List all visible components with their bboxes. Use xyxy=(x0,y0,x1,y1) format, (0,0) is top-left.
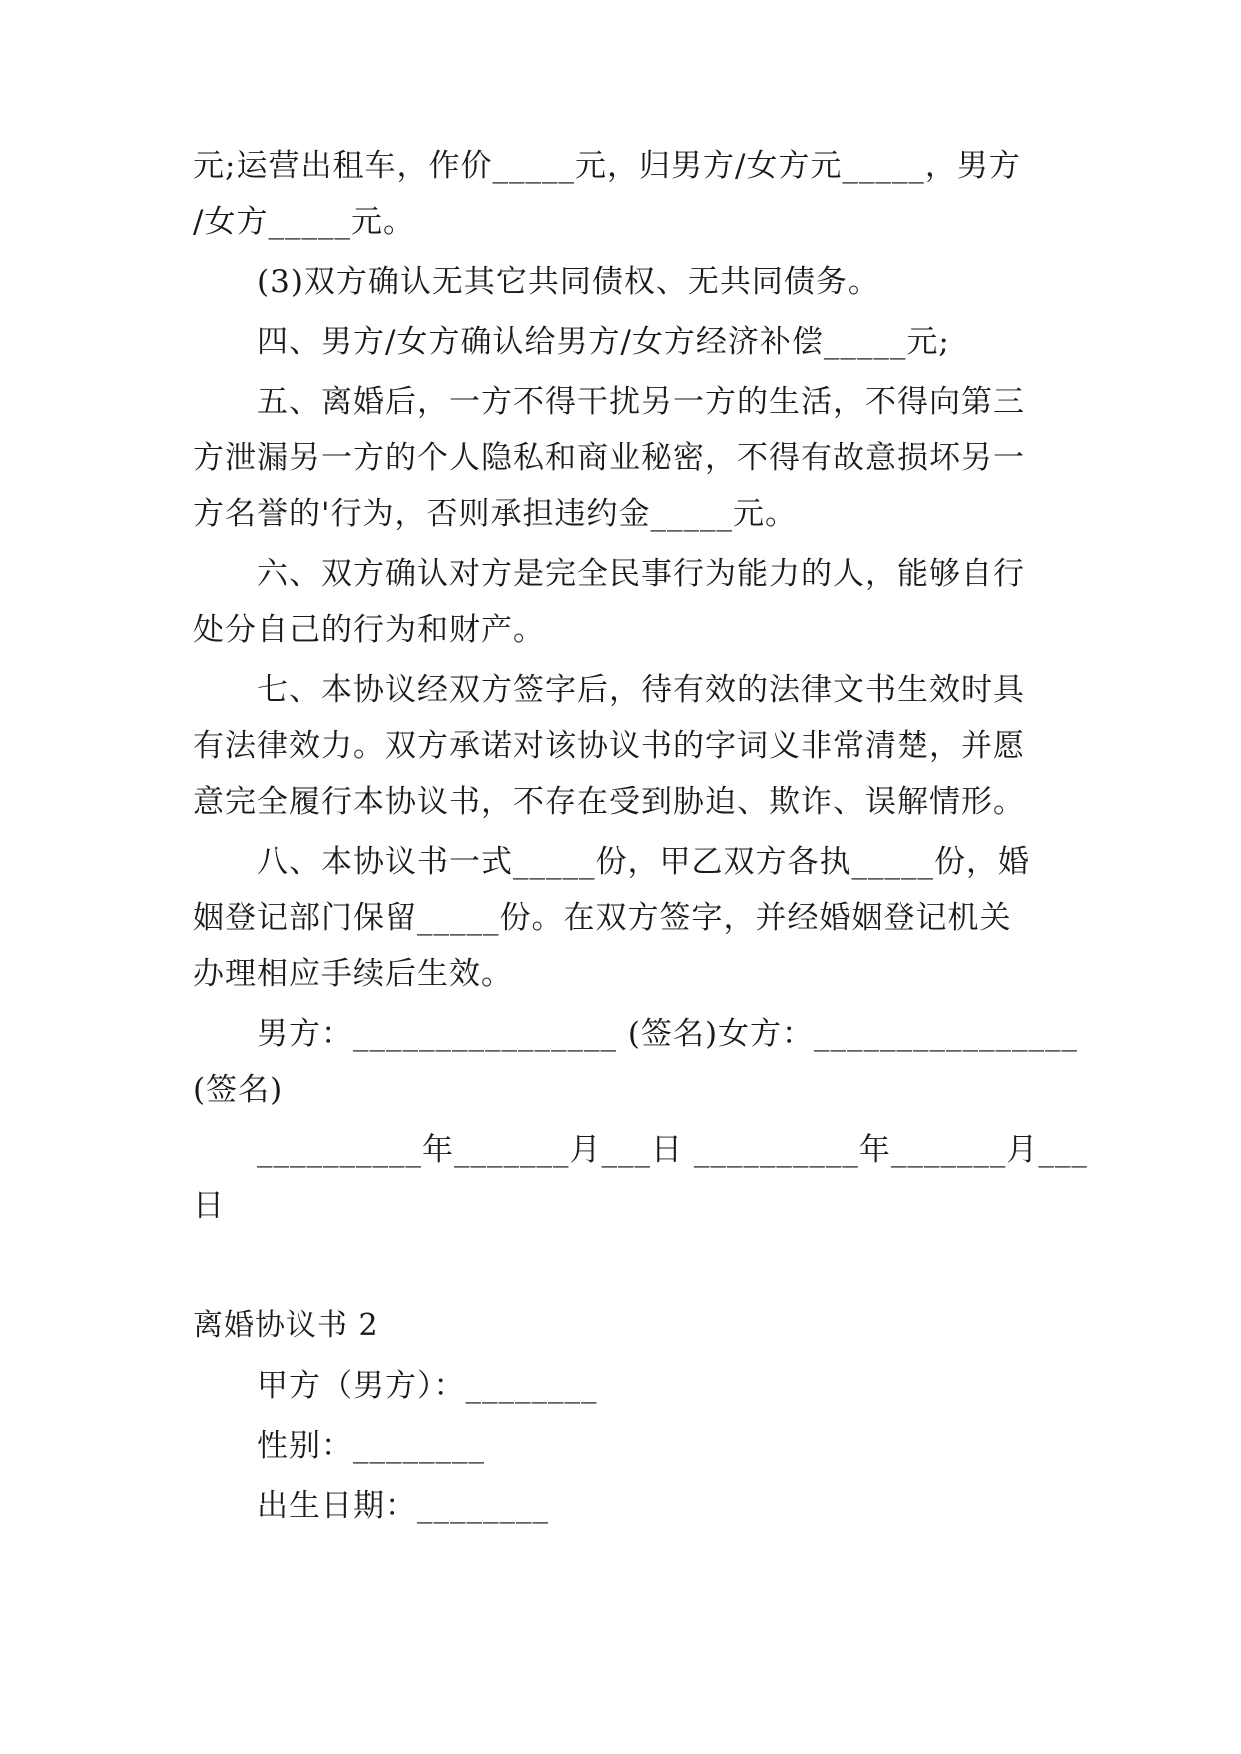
paragraph-line: 有法律效力。双方承诺对该协议书的字词义非常清楚，并愿 xyxy=(193,728,1025,764)
paragraph-line: 方名誉的'行为，否则承担违约金_____元。 xyxy=(193,496,798,532)
date-line: 日 xyxy=(193,1188,225,1224)
signature-line: (签名) xyxy=(193,1072,284,1108)
paragraph-line: 姻登记部门保留_____份。在双方签字，并经婚姻登记机关 xyxy=(193,900,1012,936)
paragraph-line: 八、本协议书一式_____份，甲乙双方各执_____份，婚 xyxy=(257,844,1030,880)
paragraph-line: 办理相应手续后生效。 xyxy=(193,956,513,992)
paragraph-line: 四、男方/女方确认给男方/女方经济补偿_____元; xyxy=(257,324,950,360)
field-gender: 性别：________ xyxy=(257,1428,485,1464)
paragraph-line: 方泄漏另一方的个人隐私和商业秘密，不得有故意损坏另一 xyxy=(193,440,1025,476)
paragraph-line: (3)双方确认无其它共同债权、无共同债务。 xyxy=(257,264,880,300)
paragraph-line: 七、本协议经双方签字后，待有效的法律文书生效时具 xyxy=(257,672,1025,708)
field-birth-date: 出生日期：________ xyxy=(257,1488,549,1524)
paragraph-line: /女方_____元。 xyxy=(193,204,415,240)
paragraph-line: 元;运营出租车，作价_____元，归男方/女方元_____，男方 xyxy=(193,148,1021,184)
date-line: __________年_______月___日 __________年_______月___ xyxy=(257,1132,1088,1168)
signature-line: 男方：________________ (签名)女方：________________ xyxy=(257,1016,1079,1052)
field-party-a: 甲方（男方）：________ xyxy=(257,1368,598,1404)
paragraph-line: 处分自己的行为和财产。 xyxy=(193,612,545,648)
paragraph-line: 五、离婚后，一方不得干扰另一方的生活，不得向第三 xyxy=(257,384,1025,420)
paragraph-line: 意完全履行本协议书，不存在受到胁迫、欺诈、误解情形。 xyxy=(193,784,1025,820)
paragraph-line: 六、双方确认对方是完全民事行为能力的人，能够自行 xyxy=(257,556,1025,592)
section-title: 离婚协议书 2 xyxy=(193,1308,379,1343)
